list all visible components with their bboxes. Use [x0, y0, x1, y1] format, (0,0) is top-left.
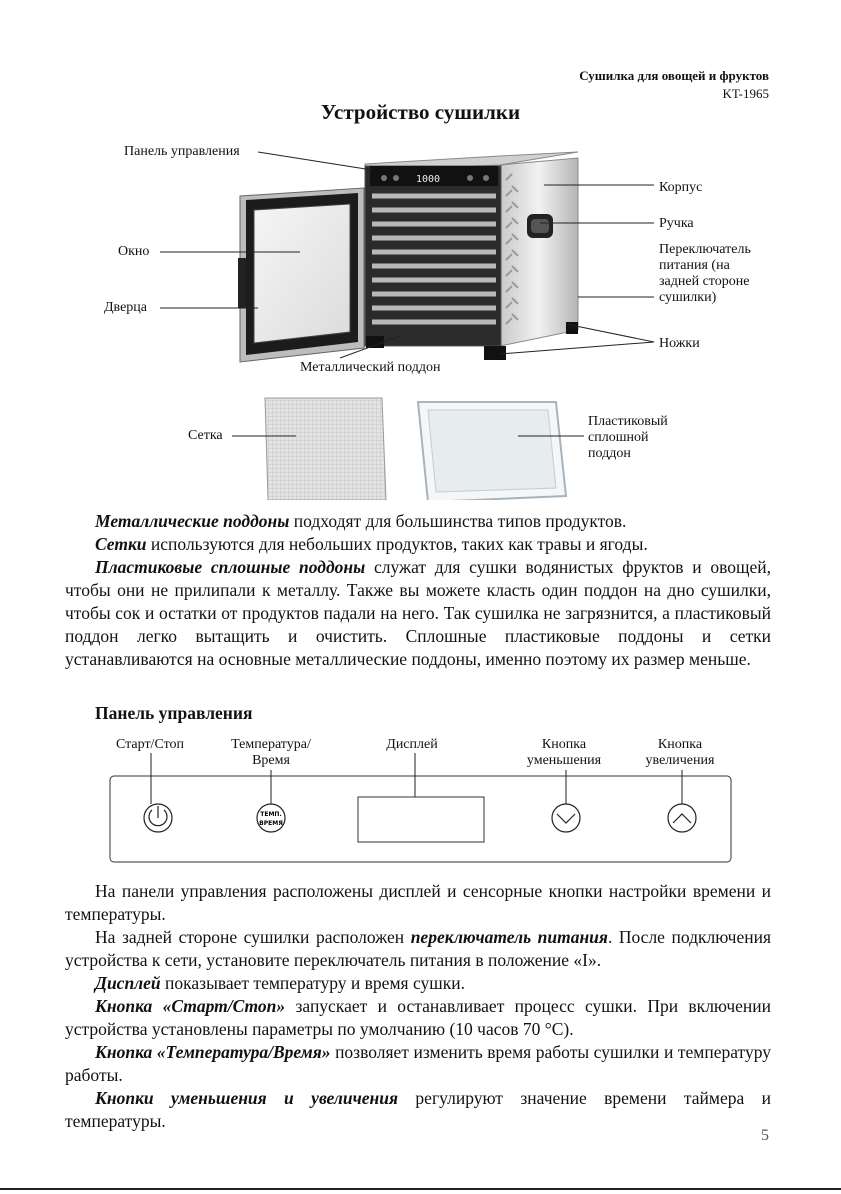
- text-metal-trays: подходят для большинства типов продуктов.: [289, 511, 627, 531]
- header-model: KT-1965: [722, 86, 769, 101]
- panel-description: [65, 880, 771, 1133]
- em-temp-time: Кнопка «Температура/Время»: [95, 1042, 331, 1062]
- label-up-1: Кнопка: [657, 737, 703, 752]
- em-up-down: Кнопки уменьшения и увеличения: [95, 1088, 399, 1108]
- label-temp-time-1: Температура/: [231, 737, 311, 752]
- bottom-rule: [0, 1188, 841, 1190]
- label-body: Корпус: [659, 180, 703, 195]
- em-metal-trays: Металлические поддоны: [95, 511, 290, 531]
- label-mesh: Сетка: [188, 428, 223, 443]
- label-door: Дверца: [104, 300, 147, 315]
- text-display: показывает температуру и время сушки.: [160, 973, 465, 993]
- page-number: 5: [761, 1127, 769, 1144]
- dryer-display-readout: 1000: [416, 174, 441, 185]
- section-heading-panel: Панель управления: [95, 703, 253, 723]
- em-plastic-trays: Пластиковые сплошные поддоны: [95, 557, 366, 577]
- label-switch-1: Переключатель: [659, 242, 751, 257]
- em-display: Дисплей: [95, 973, 161, 993]
- text-switch-pre: На задней стороне сушилки расположен: [95, 927, 411, 947]
- text-start-stop: запускает и останавливает процесс сушки. При включении устройства установлены параметры по умолчанию (10 часов 70 °С).: [65, 996, 771, 1039]
- label-switch-2: питания (на: [659, 258, 730, 273]
- temp-icon-text-1: ТЕМП.: [260, 811, 282, 818]
- label-temp-time-2: Время: [252, 753, 290, 768]
- text-switch-post: . После подключения устройства к сети, установите переключатель питания в положение «I».: [65, 927, 771, 970]
- text-temp-time: позволяет изменить время работы сушилки и температуру работы.: [65, 1042, 771, 1085]
- label-legs: Ножки: [659, 336, 700, 351]
- label-plastic-3: поддон: [588, 446, 631, 461]
- label-panel: Панель управления: [124, 144, 240, 159]
- label-down-1: Кнопка: [541, 737, 587, 752]
- label-metal-tray: Металлический поддон: [300, 360, 441, 375]
- temp-icon-text-2: ВРЕМЯ: [259, 820, 283, 827]
- label-start-stop: Старт/Стоп: [115, 737, 185, 752]
- page-title: Устройство сушилки: [320, 100, 521, 124]
- label-plastic-1: Пластиковый: [588, 414, 668, 429]
- display-screen: [358, 797, 484, 842]
- label-display: Дисплей: [386, 737, 438, 752]
- text-panel-intro: На панели управления расположены дисплей и сенсорные кнопки настройки времени и температуры.: [65, 881, 771, 924]
- em-power-switch: переключатель питания: [410, 927, 608, 947]
- text-up-down: регулируют значение времени таймера и температуры.: [65, 1088, 771, 1131]
- label-switch-4: сушилки): [659, 290, 717, 305]
- label-down-2: уменьшения: [526, 753, 602, 768]
- text-plastic-trays: служат для сушки водянистых фруктов и овощей, чтобы они не прилипали к металлу. Также вы можете класть один поддон на дно сушилки, чтобы сок и остатки от продуктов падали на него. Так сушилка не загрязнится, а пластиковый поддон легко вытащить и очистить. Сплошные пластиковые поддоны и сетки устанавливаются на основные металлические поддоны, именно поэтому их размер меньше.: [65, 557, 772, 669]
- label-plastic-2: сплошной: [588, 430, 649, 445]
- label-handle: Ручка: [659, 216, 694, 231]
- header-product: Сушилка для овощей и фруктов: [579, 68, 769, 83]
- label-window: Окно: [118, 244, 150, 259]
- em-mesh: Сетки: [95, 534, 147, 554]
- label-up-2: увеличения: [645, 753, 715, 768]
- text-mesh: используются для небольших продуктов, таких как травы и ягоды.: [146, 534, 648, 554]
- em-start-stop: Кнопка «Старт/Стоп»: [95, 996, 286, 1016]
- label-switch-3: задней стороне: [659, 274, 750, 289]
